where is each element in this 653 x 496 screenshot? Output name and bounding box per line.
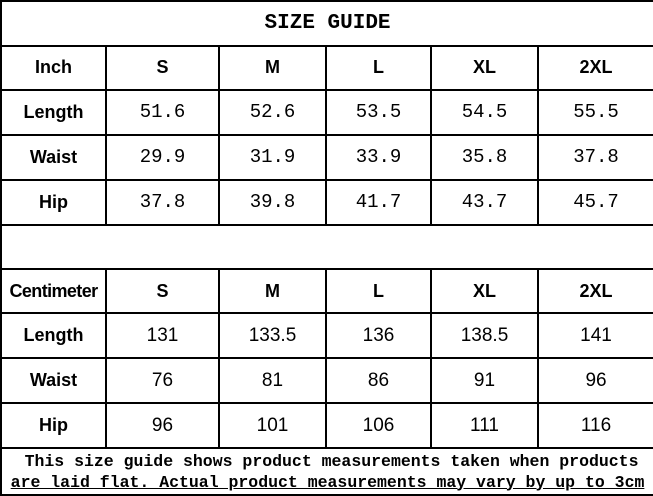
measurement-cell: 133.5 bbox=[219, 313, 326, 358]
measurement-cell: 111 bbox=[431, 403, 538, 448]
measurement-cell: 76 bbox=[106, 358, 219, 403]
measurement-cell: 51.6 bbox=[106, 90, 219, 135]
measurement-cell: 91 bbox=[431, 358, 538, 403]
footer-row bbox=[1, 448, 653, 495]
size-col-header-2xl: 2XL bbox=[538, 269, 653, 313]
measurement-cell: 43.7 bbox=[431, 180, 538, 225]
measurement-cell: 116 bbox=[538, 403, 653, 448]
size-col-header-l: L bbox=[326, 269, 431, 313]
cm-header-row bbox=[1, 269, 653, 313]
inch-hip-row bbox=[1, 180, 653, 225]
row-label-length: Length bbox=[1, 313, 106, 358]
measurement-cell: 86 bbox=[326, 358, 431, 403]
measurement-cell: 101 bbox=[219, 403, 326, 448]
row-label-hip: Hip bbox=[1, 180, 106, 225]
measurement-cell: 96 bbox=[106, 403, 219, 448]
measurement-cell: 53.5 bbox=[326, 90, 431, 135]
measurement-cell: 106 bbox=[326, 403, 431, 448]
inch-unit-label: Inch bbox=[1, 46, 106, 90]
measurement-cell: 141 bbox=[538, 313, 653, 358]
size-col-header-xl: XL bbox=[431, 46, 538, 90]
measurement-cell: 31.9 bbox=[219, 135, 326, 180]
cm-hip-row bbox=[1, 403, 653, 448]
row-label-hip: Hip bbox=[1, 403, 106, 448]
inch-waist-row bbox=[1, 135, 653, 180]
measurement-cell: 138.5 bbox=[431, 313, 538, 358]
measurement-cell: 52.6 bbox=[219, 90, 326, 135]
measurement-cell: 96 bbox=[538, 358, 653, 403]
measurement-cell: 45.7 bbox=[538, 180, 653, 225]
measurement-cell: 33.9 bbox=[326, 135, 431, 180]
size-col-header-xl: XL bbox=[431, 269, 538, 313]
measurement-cell: 37.8 bbox=[106, 180, 219, 225]
size-col-header-l: L bbox=[326, 46, 431, 90]
measurement-cell: 131 bbox=[106, 313, 219, 358]
size-col-header-s: S bbox=[106, 46, 219, 90]
measurement-cell: 41.7 bbox=[326, 180, 431, 225]
measurement-cell: 81 bbox=[219, 358, 326, 403]
size-col-header-2xl: 2XL bbox=[538, 46, 653, 90]
row-label-waist: Waist bbox=[1, 135, 106, 180]
measurement-cell: 39.8 bbox=[219, 180, 326, 225]
measurement-cell: 136 bbox=[326, 313, 431, 358]
measurement-cell: 37.8 bbox=[538, 135, 653, 180]
inch-length-row bbox=[1, 90, 653, 135]
footer-note-line2: are laid flat. Actual product measurements may vary by up to 3cm bbox=[10, 472, 645, 492]
row-label-length: Length bbox=[1, 90, 106, 135]
spacer-row bbox=[1, 225, 653, 270]
measurement-cell: 29.9 bbox=[106, 135, 219, 180]
title-row bbox=[1, 1, 653, 46]
measurement-cell: 35.8 bbox=[431, 135, 538, 180]
page-title: SIZE GUIDE bbox=[1, 1, 653, 46]
cm-unit-label: Centimeter bbox=[1, 269, 106, 313]
size-col-header-m: M bbox=[219, 269, 326, 313]
footer-note-line1: This size guide shows product measurements taken when products bbox=[24, 451, 639, 471]
inch-header-row bbox=[1, 46, 653, 90]
spacer-cell bbox=[1, 225, 653, 270]
cm-waist-row bbox=[1, 358, 653, 403]
size-col-header-s: S bbox=[106, 269, 219, 313]
cm-length-row bbox=[1, 313, 653, 358]
row-label-waist: Waist bbox=[1, 358, 106, 403]
measurement-cell: 55.5 bbox=[538, 90, 653, 135]
measurement-cell: 54.5 bbox=[431, 90, 538, 135]
size-col-header-m: M bbox=[219, 46, 326, 90]
footer-note bbox=[1, 448, 653, 495]
